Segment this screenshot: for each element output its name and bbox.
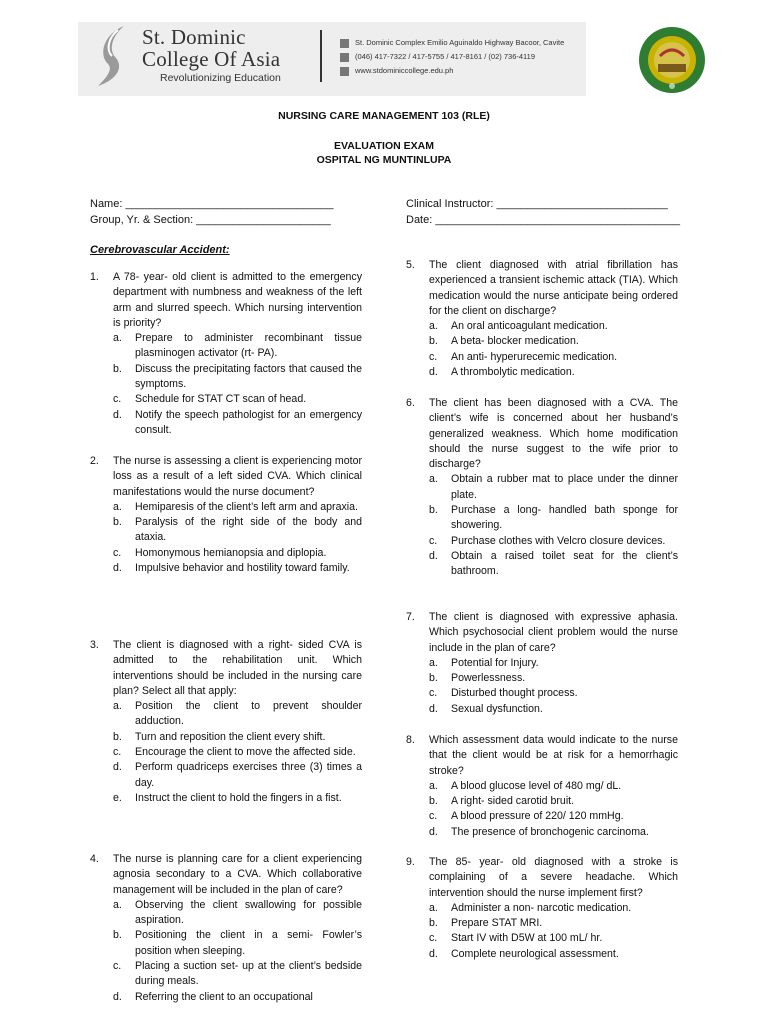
- option-list: [90, 331, 362, 438]
- answer-option[interactable]: [113, 546, 362, 561]
- date-field[interactable]: Date: ________________________________________: [406, 214, 681, 226]
- option-letter: b.: [113, 516, 122, 529]
- option-letter: c.: [429, 932, 438, 945]
- option-letter: c.: [113, 960, 122, 973]
- option-letter: b.: [113, 362, 122, 375]
- option-letter: b.: [429, 795, 438, 808]
- option-letter: a.: [429, 901, 438, 914]
- option-text: Schedule for STAT CT scan of head.: [135, 393, 307, 406]
- question-3: [90, 638, 362, 806]
- option-letter: d.: [113, 990, 122, 1003]
- answer-option[interactable]: [429, 350, 678, 365]
- option-text: A blood pressure of 220/ 120 mmHg.: [451, 810, 624, 823]
- question-stem: A 78- year- old client is admitted to the emergency department with numbness and weakness of the left arm and slurred speech. Which nursing intervention is priority?: [113, 271, 362, 329]
- option-letter: c.: [113, 546, 122, 559]
- answer-option[interactable]: [429, 319, 678, 334]
- location-icon: [340, 39, 349, 48]
- option-letter: a.: [429, 473, 438, 486]
- question-2: [90, 454, 362, 576]
- option-letter: a.: [113, 500, 122, 513]
- website-text: www.stdominiccollege.edu.ph: [355, 66, 454, 75]
- answer-option[interactable]: [113, 791, 362, 806]
- option-text: Homonymous hemianopsia and diplopia.: [135, 546, 327, 559]
- school-name: [142, 26, 322, 84]
- option-text: Disturbed thought process.: [451, 687, 578, 700]
- answer-option[interactable]: [429, 656, 678, 671]
- option-list: [406, 901, 678, 962]
- course-title: NURSING CARE MANAGEMENT 103 (RLE): [278, 110, 490, 122]
- contact-info: [340, 36, 580, 78]
- option-text: A thrombolytic medication.: [451, 366, 575, 379]
- option-text: Hemiparesis of the client’s left arm and apraxia.: [135, 500, 358, 513]
- group-section-field[interactable]: Group, Yr. & Section: ______________________: [90, 214, 331, 226]
- answer-option[interactable]: [429, 809, 678, 824]
- option-list: [90, 500, 362, 576]
- option-text: Turn and reposition the client every shift.: [135, 730, 326, 743]
- question-5: [406, 258, 678, 380]
- answer-option[interactable]: [113, 408, 362, 439]
- answer-option[interactable]: [113, 331, 362, 362]
- option-list: [406, 779, 678, 840]
- answer-option[interactable]: [429, 779, 678, 794]
- answer-option[interactable]: [429, 686, 678, 701]
- answer-option[interactable]: [113, 500, 362, 515]
- answer-option[interactable]: [429, 794, 678, 809]
- option-list: [90, 898, 362, 1005]
- option-text: Start IV with D5W at 100 mL/ hr.: [451, 932, 603, 945]
- option-letter: b.: [429, 504, 438, 517]
- exam-venue: OSPITAL NG MUNTINLUPA: [316, 154, 452, 166]
- option-letter: a.: [429, 656, 438, 669]
- option-letter: d.: [429, 702, 438, 715]
- option-text: Paralysis of the right side of the body and ataxia.: [135, 516, 362, 544]
- answer-option[interactable]: [429, 825, 678, 840]
- option-text: Observing the client swallowing for possible aspiration.: [135, 898, 362, 927]
- answer-option[interactable]: [113, 699, 362, 730]
- answer-option[interactable]: [429, 916, 678, 931]
- question-number: 7.: [406, 611, 415, 623]
- question-4: [90, 852, 362, 1005]
- question-stem: The nurse is assessing a client is experiencing motor loss as a result of a left sided CVA. Which clinical manifestations would the nurse document?: [113, 455, 362, 498]
- name-field[interactable]: Name: __________________________________: [90, 198, 334, 210]
- answer-option[interactable]: [429, 947, 678, 962]
- section-heading: Cerebrovascular Accident:: [90, 244, 230, 256]
- option-list: [406, 472, 678, 579]
- option-text: Sexual dysfunction.: [451, 702, 543, 715]
- phone-text: (046) 417-7322 / 417-5755 / 417-8161 / (02) 736-4119: [355, 52, 535, 61]
- option-text: Prepare to administer recombinant tissue plasminogen activator (rt- PA).: [135, 332, 362, 360]
- question-number: 5.: [406, 259, 415, 271]
- option-list: [406, 319, 678, 380]
- answer-option[interactable]: [113, 928, 362, 959]
- answer-option[interactable]: [429, 503, 678, 534]
- option-text: Encourage the client to move the affected side.: [135, 746, 356, 759]
- question-stem: The client diagnosed with atrial fibrillation has experienced a transient ischemic attack (TIA). Which medication would the nurse anticipate being ordered for the client on discharge?: [429, 259, 678, 317]
- exam-title: EVALUATION EXAM: [334, 140, 434, 152]
- option-letter: d.: [113, 408, 122, 421]
- option-letter: d.: [113, 562, 122, 575]
- header-divider: [320, 30, 322, 82]
- option-text: Administer a non- narcotic medication.: [451, 901, 632, 914]
- option-text: Notify the speech pathologist for an emergency consult.: [135, 408, 362, 436]
- answer-option[interactable]: [113, 730, 362, 745]
- nursing-seal-icon: [638, 26, 706, 94]
- option-text: Complete neurological assessment.: [451, 947, 619, 960]
- answer-option[interactable]: [429, 365, 678, 380]
- option-text: Purchase clothes with Velcro closure devices.: [451, 534, 666, 547]
- question-stem: Which assessment data would indicate to the nurse that the client would be at risk for a hemorrhagic stroke?: [429, 734, 678, 777]
- question-1: [90, 270, 362, 438]
- option-letter: d.: [429, 366, 438, 379]
- question-stem: The nurse is planning care for a client experiencing agnosia secondary to a CVA. Which collaborative management will be included in the plan of care?: [113, 853, 362, 896]
- option-text: Positioning the client in a semi- Fowler’s position when sleeping.: [135, 929, 362, 957]
- option-text: A beta- blocker medication.: [451, 335, 579, 348]
- phone-icon: [340, 53, 349, 62]
- option-text: A right- sided carotid bruit.: [451, 795, 575, 808]
- option-letter: a.: [429, 320, 438, 333]
- school-name-line2: College Of Asia: [142, 47, 281, 71]
- answer-option[interactable]: [429, 931, 678, 946]
- option-letter: d.: [113, 761, 122, 774]
- option-letter: a.: [113, 898, 122, 911]
- option-letter: c.: [429, 687, 438, 700]
- option-letter: c.: [429, 534, 438, 547]
- option-text: Prepare STAT MRI.: [451, 917, 543, 930]
- answer-option[interactable]: [429, 702, 678, 717]
- option-text: Discuss the precipitating factors that caused the symptoms.: [135, 362, 362, 391]
- question-number: 9.: [406, 856, 415, 868]
- answer-option[interactable]: [113, 990, 362, 1005]
- option-letter: d.: [429, 549, 438, 562]
- question-number: 6.: [406, 397, 415, 409]
- option-text: Impulsive behavior and hostility toward family.: [135, 562, 350, 575]
- answer-option[interactable]: [429, 534, 678, 549]
- clinical-instructor-field[interactable]: Clinical Instructor: ____________________________: [406, 198, 668, 210]
- option-letter: e.: [113, 791, 122, 804]
- answer-option[interactable]: [113, 959, 362, 990]
- question-9: [406, 855, 678, 962]
- option-text: An oral anticoagulant medication.: [451, 320, 608, 333]
- option-text: Powerlessness.: [451, 672, 526, 685]
- option-letter: b.: [113, 730, 122, 743]
- question-6: [406, 396, 678, 580]
- option-letter: b.: [429, 672, 438, 685]
- question-number: 2.: [90, 455, 99, 467]
- question-number: 3.: [90, 639, 99, 651]
- option-text: Potential for Injury.: [451, 656, 539, 669]
- option-letter: d.: [429, 825, 438, 838]
- option-text: Obtain a raised toilet seat for the client’s bathroom.: [451, 549, 678, 578]
- answer-option[interactable]: [113, 515, 362, 546]
- option-letter: b.: [429, 335, 438, 348]
- option-letter: a.: [113, 332, 122, 345]
- address-text: St. Dominic Complex Emilio Aguinaldo Highway Bacoor, Cavite: [355, 38, 565, 47]
- option-letter: a.: [113, 700, 122, 713]
- option-text: An anti- hyperurecemic medication.: [451, 350, 618, 363]
- answer-option[interactable]: [113, 392, 362, 407]
- option-letter: c.: [113, 746, 122, 759]
- question-8: [406, 733, 678, 840]
- option-text: Instruct the client to hold the fingers in a fist.: [135, 791, 342, 804]
- option-letter: d.: [429, 947, 438, 960]
- question-number: 4.: [90, 853, 99, 865]
- answer-option[interactable]: [113, 760, 362, 791]
- option-text: Purchase a long- handled bath sponge for showering.: [451, 504, 678, 532]
- option-text: Placing a suction set- up at the client’s bedside during meals.: [135, 960, 362, 988]
- question-7: [406, 610, 678, 717]
- option-text: Perform quadriceps exercises three (3) times a day.: [135, 761, 362, 789]
- answer-option[interactable]: [113, 898, 362, 929]
- answer-option[interactable]: [429, 901, 678, 916]
- web-icon: [340, 67, 349, 76]
- question-stem: The client is diagnosed with a right- sided CVA is admitted to the rehabilitation unit. Which interventions should be included in the nursing care plan? Select all that apply:: [113, 639, 362, 697]
- option-list: [406, 656, 678, 717]
- answer-option[interactable]: [113, 561, 362, 576]
- question-stem: The client has been diagnosed with a CVA. The client’s wife is concerned about her husband’s generalized weakness. Which home modification should the nurse suggest to the wife prior to discharge?: [429, 397, 678, 471]
- option-letter: b.: [429, 917, 438, 930]
- option-text: The presence of bronchogenic carcinoma.: [451, 825, 649, 838]
- option-letter: c.: [113, 393, 122, 406]
- school-name-line1: St. Dominic: [142, 25, 246, 49]
- answer-option[interactable]: [429, 549, 678, 580]
- option-list: [90, 699, 362, 806]
- question-number: 1.: [90, 271, 99, 283]
- question-stem: The 85- year- old diagnosed with a stroke is complaining of a severe headache. Which intervention should the nurse implement first?: [429, 856, 678, 899]
- answer-option[interactable]: [429, 671, 678, 686]
- option-letter: a.: [429, 779, 438, 792]
- school-logo-icon: [94, 24, 130, 88]
- option-text: Referring the client to an occupational: [135, 990, 313, 1003]
- answer-option[interactable]: [113, 745, 362, 760]
- option-letter: c.: [429, 350, 438, 363]
- option-letter: c.: [429, 810, 438, 823]
- option-text: Position the client to prevent shoulder adduction.: [135, 700, 362, 728]
- option-text: Obtain a rubber mat to place under the dinner plate.: [451, 473, 678, 501]
- school-motto: Revolutionizing Education: [160, 72, 281, 84]
- answer-option[interactable]: [429, 334, 678, 349]
- option-text: A blood glucose level of 480 mg/ dL.: [451, 779, 622, 792]
- question-stem: The client is diagnosed with expressive aphasia. Which psychosocial client problem would the nurse include in the plan of care?: [429, 611, 678, 654]
- question-number: 8.: [406, 734, 415, 746]
- answer-option[interactable]: [113, 362, 362, 393]
- option-letter: b.: [113, 929, 122, 942]
- answer-option[interactable]: [429, 472, 678, 503]
